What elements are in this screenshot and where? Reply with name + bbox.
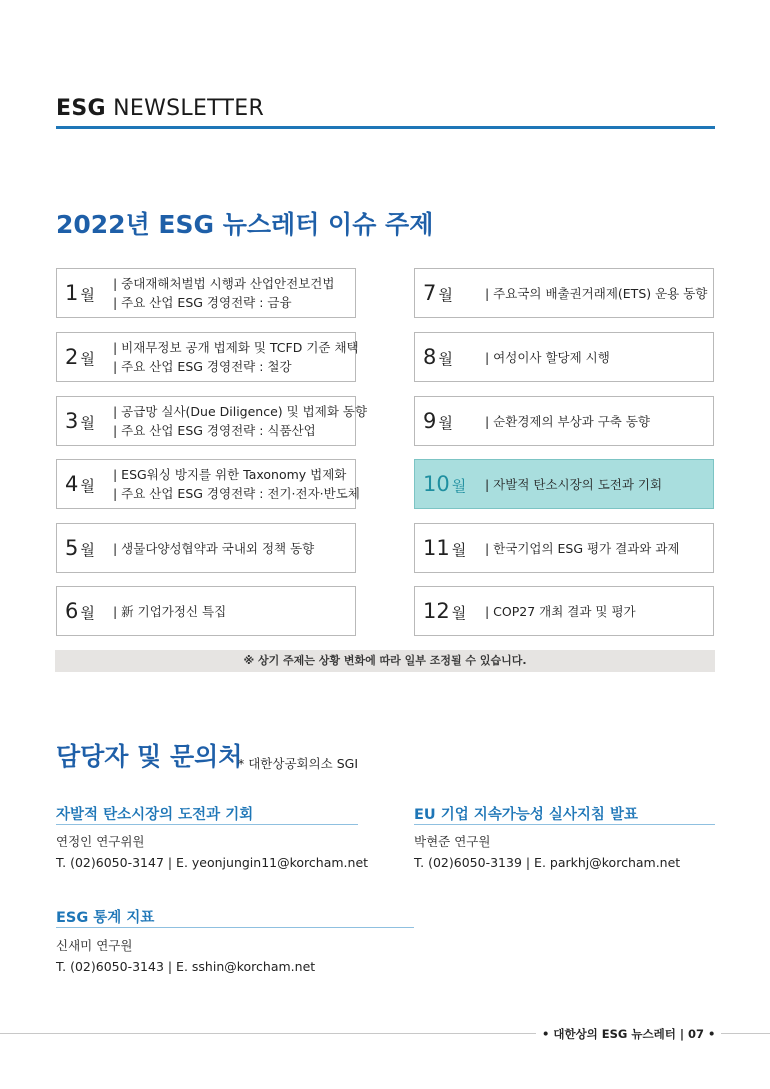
- month-number: 2 월: [65, 345, 95, 369]
- month-box-2: [56, 332, 359, 382]
- section-title: 2022년 ESG 뉴스레터 이슈 주제: [56, 210, 434, 239]
- month-box-3: [56, 396, 368, 446]
- month-topic: | 한국기업의 ESG 평가 결과와 과제: [485, 540, 680, 556]
- contact-info: T. (02)6050-3139 | E. parkhj@korcham.net: [414, 855, 681, 870]
- month-box-6: [56, 586, 356, 636]
- month-box-12: [414, 586, 714, 636]
- contact-title: 담당자 및 문의처: [56, 742, 243, 771]
- month-number: 3 월: [65, 409, 95, 433]
- contact-info: T. (02)6050-3143 | E. sshin@korcham.net: [56, 959, 316, 974]
- month-topics: [113, 460, 360, 508]
- footer-page-label: • 대한상의 ESG 뉴스레터 | 07 •: [536, 1026, 721, 1042]
- contact-divider: [414, 824, 715, 825]
- month-topic: | 주요 산업 ESG 경영전략 : 식품산업: [113, 423, 316, 438]
- month-topics: [485, 269, 725, 317]
- month-number: 1 월: [65, 281, 95, 305]
- contact-divider: [56, 927, 414, 928]
- month-box-4: [56, 459, 360, 509]
- month-box-1: [56, 268, 356, 318]
- month-topics: [485, 524, 725, 572]
- month-topics: [485, 333, 725, 381]
- month-number: 8 월: [423, 345, 453, 369]
- month-topic: | 주요 산업 ESG 경영전략 : 전기·전자·반도체: [113, 486, 360, 501]
- month-topic: | 순환경제의 부상과 구축 동향: [485, 413, 651, 429]
- month-number: 9 월: [423, 409, 453, 433]
- contact-name: 연정인 연구위원: [56, 834, 145, 849]
- month-topic: | 여성이사 할당제 시행: [485, 349, 610, 365]
- newsletter-title: [56, 96, 264, 121]
- month-box-11: [414, 523, 714, 573]
- month-topics: [485, 587, 725, 635]
- month-topic: | 주요 산업 ESG 경영전략 : 금융: [113, 295, 292, 310]
- month-topics: [113, 397, 368, 445]
- header-divider: [56, 126, 715, 129]
- month-topics: [113, 587, 353, 635]
- month-box-7: [414, 268, 714, 318]
- contact-heading: ESG 통계 지표: [56, 910, 155, 926]
- month-box-5: [56, 523, 356, 573]
- contact-name: 박현준 연구원: [414, 834, 491, 849]
- month-topic: | 주요국의 배출권거래제(ETS) 운용 동향: [485, 285, 708, 301]
- month-topics: [113, 333, 359, 381]
- month-number: 7 월: [423, 281, 453, 305]
- month-topic: | 중대재해처벌법 시행과 산업안전보건법: [113, 276, 335, 291]
- month-topic: | 비재무정보 공개 법제화 및 TCFD 기준 채택: [113, 340, 359, 355]
- month-topics: [485, 460, 725, 508]
- month-topics: [485, 397, 725, 445]
- month-box-10: [414, 459, 714, 509]
- month-topic: | 新 기업가정신 특집: [113, 603, 227, 619]
- month-topic: | 생물다양성협약과 국내외 정책 동향: [113, 540, 315, 556]
- month-number: 10 월: [423, 472, 467, 496]
- month-number: 5 월: [65, 536, 95, 560]
- month-number: 4 월: [65, 472, 95, 496]
- month-topics: [113, 524, 353, 572]
- newsletter-brand: ESG: [56, 96, 106, 121]
- contact-divider: [56, 824, 358, 825]
- month-number: 12 월: [423, 599, 467, 623]
- month-box-9: [414, 396, 714, 446]
- month-topic: | 자발적 탄소시장의 도전과 기회: [485, 476, 663, 492]
- month-number: 11 월: [423, 536, 467, 560]
- contact-heading: 자발적 탄소시장의 도전과 기회: [56, 807, 254, 823]
- month-box-8: [414, 332, 714, 382]
- contact-heading: EU 기업 지속가능성 실사지침 발표: [414, 807, 638, 823]
- contact-info: T. (02)6050-3147 | E. yeonjungin11@korcham.net: [56, 855, 369, 870]
- contact-name: 신새미 연구원: [56, 938, 133, 953]
- month-number: 6 월: [65, 599, 95, 623]
- contact-subtitle: * 대한상공회의소 SGI: [238, 756, 359, 771]
- month-topic: | COP27 개최 결과 및 평가: [485, 603, 636, 619]
- month-topic: | 주요 산업 ESG 경영전략 : 철강: [113, 359, 292, 374]
- newsletter-brand-rest: NEWSLETTER: [105, 96, 265, 121]
- month-topic: | ESG워싱 방지를 위한 Taxonomy 법제화: [113, 467, 347, 482]
- notice-bar: ※ 상기 주제는 상황 변화에 따라 일부 조정될 수 있습니다.: [55, 650, 715, 672]
- month-topic: | 공급망 실사(Due Diligence) 및 법제화 동향: [113, 404, 368, 419]
- month-topics: [113, 269, 353, 317]
